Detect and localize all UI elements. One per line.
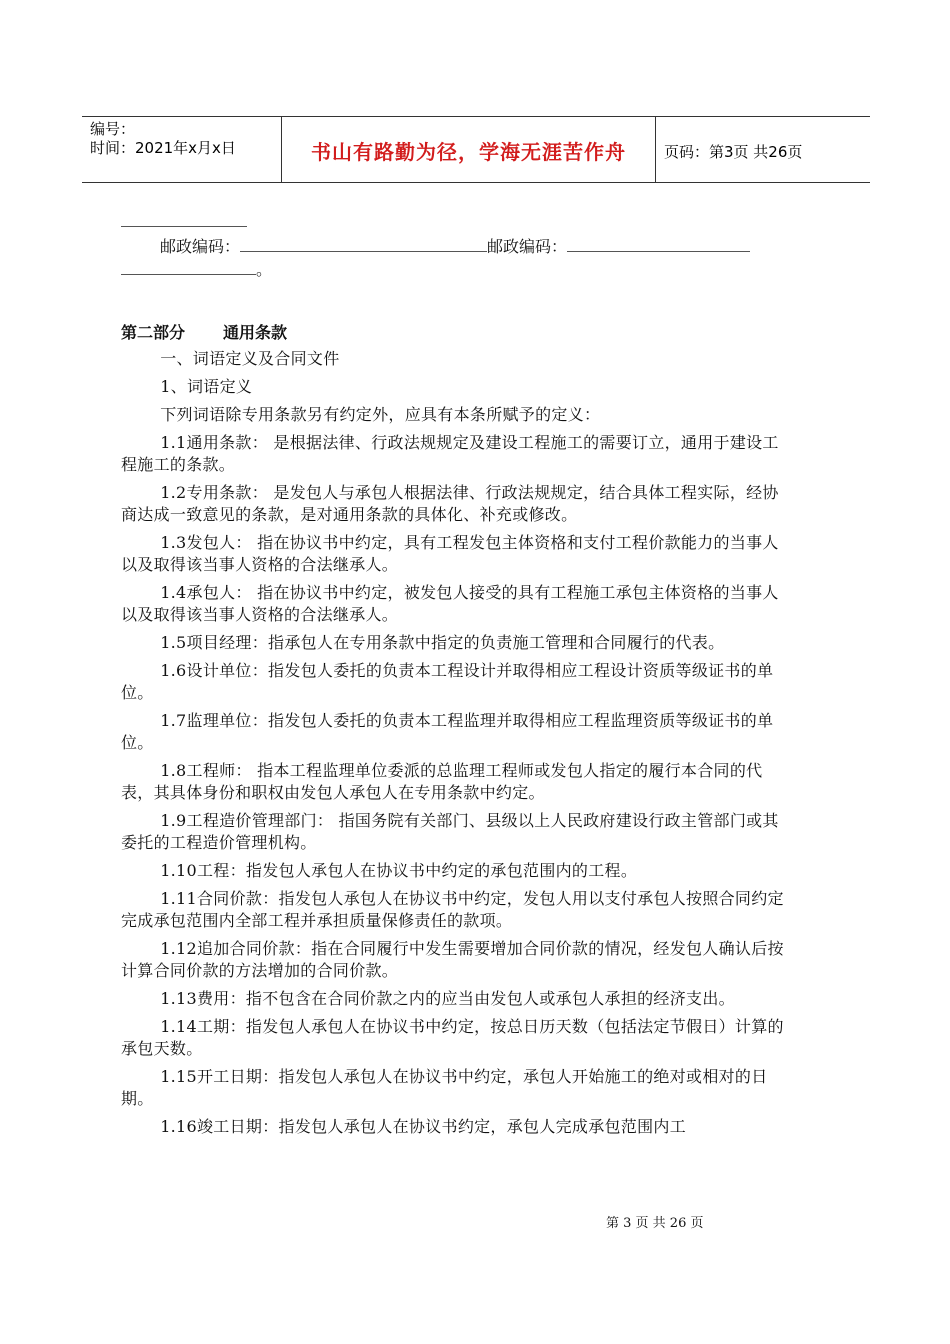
header-divider-right — [655, 116, 656, 183]
postal-code-label-2: 邮政编码： — [487, 237, 568, 256]
postal-code-end-mark: 。 — [256, 260, 273, 279]
paragraph: 一、词语定义及合同文件 — [160, 349, 340, 368]
document-number-label: 编号： — [90, 120, 136, 138]
postal-code-label-1: 邮政编码： — [160, 237, 241, 256]
paragraph: 1.4承包人： 指在协议书中约定，被发包人接受的具有工程施工承包主体资格的当事人以及取得该当事人资格的合法继承人。 — [121, 583, 779, 624]
paragraph: 1.8工程师： 指本工程监理单位委派的总监理工程师或发包人指定的履行本合同的代表，其具体身份和职权由发包人承包人在专用条款中约定。 — [121, 761, 763, 802]
header-bottom-rule — [82, 182, 870, 183]
paragraph: 1.5项目经理：指承包人在专用条款中指定的负责施工管理和合同履行的代表。 — [160, 633, 725, 652]
page-footer: 第 3 页 共 26 页 — [606, 1216, 704, 1231]
section-heading — [121, 320, 287, 343]
paragraph: 1.9工程造价管理部门： 指国务院有关部门、县级以上人民政府建设行政主管部门或其委托的工程造价管理机构。 — [121, 811, 779, 852]
paragraph: 1.16竣工日期：指发包人承包人在协议书约定，承包人完成承包范围内工 — [160, 1117, 687, 1136]
paragraph: 1.14工期：指发包人承包人在协议书中约定，按总日历天数（包括法定节假日）计算的承包天数。 — [121, 1017, 784, 1058]
document-date: 时间：2021年x月x日 — [90, 139, 236, 157]
paragraph: 1.15开工日期：指发包人承包人在协议书中约定，承包人开始施工的绝对或相对的日期。 — [121, 1067, 768, 1108]
postal-code-blank-1 — [240, 235, 487, 252]
section-title: 通用条款 — [223, 323, 288, 342]
paragraph: 1.3发包人： 指在协议书中约定，具有工程发包主体资格和支付工程价款能力的当事人以及取得该当事人资格的合法继承人。 — [121, 533, 779, 574]
postal-code-blank-2 — [567, 235, 750, 252]
header-page-info: 页码：第3页 共26页 — [664, 143, 803, 161]
postal-code-blank-3 — [121, 258, 256, 275]
blank-line-top — [121, 210, 247, 233]
paragraph: 1.6设计单位：指发包人委托的负责本工程设计并取得相应工程设计资质等级证书的单位。 — [121, 661, 774, 702]
section-part: 第二部分 — [121, 323, 186, 342]
postal-code-row — [160, 235, 750, 258]
paragraph: 1.7监理单位：指发包人委托的负责本工程监理并取得相应工程监理资质等级证书的单位。 — [121, 711, 774, 752]
header-motto: 书山有路勤为径，学海无涯苦作舟 — [311, 140, 626, 164]
paragraph: 1.2专用条款： 是发包人与承包人根据法律、行政法规规定，结合具体工程实际，经协商达成一致意见的条款，是对通用条款的具体化、补充或修改。 — [121, 483, 779, 524]
paragraph: 1.10工程：指发包人承包人在协议书中约定的承包范围内的工程。 — [160, 861, 638, 880]
paragraph: 1、词语定义 — [160, 377, 253, 396]
paragraph: 1.1通用条款： 是根据法律、行政法规规定及建设工程施工的需要订立，通用于建设工程施工的条款。 — [121, 433, 779, 474]
paragraph: 1.11合同价款：指发包人承包人在协议书中约定，发包人用以支付承包人按照合同约定完成承包范围内全部工程并承担质量保修责任的款项。 — [121, 889, 784, 930]
paragraph: 1.13费用：指不包含在合同价款之内的应当由发包人或承包人承担的经济支出。 — [160, 989, 735, 1008]
document-body — [121, 348, 789, 1144]
header-top-rule — [82, 116, 870, 117]
paragraph: 下列词语除专用条款另有约定外，应具有本条所赋予的定义： — [160, 405, 601, 424]
postal-code-row-end — [121, 258, 272, 281]
paragraph: 1.12追加合同价款：指在合同履行中发生需要增加合同价款的情况，经发包人确认后按计算合同价款的方法增加的合同价款。 — [121, 939, 784, 980]
